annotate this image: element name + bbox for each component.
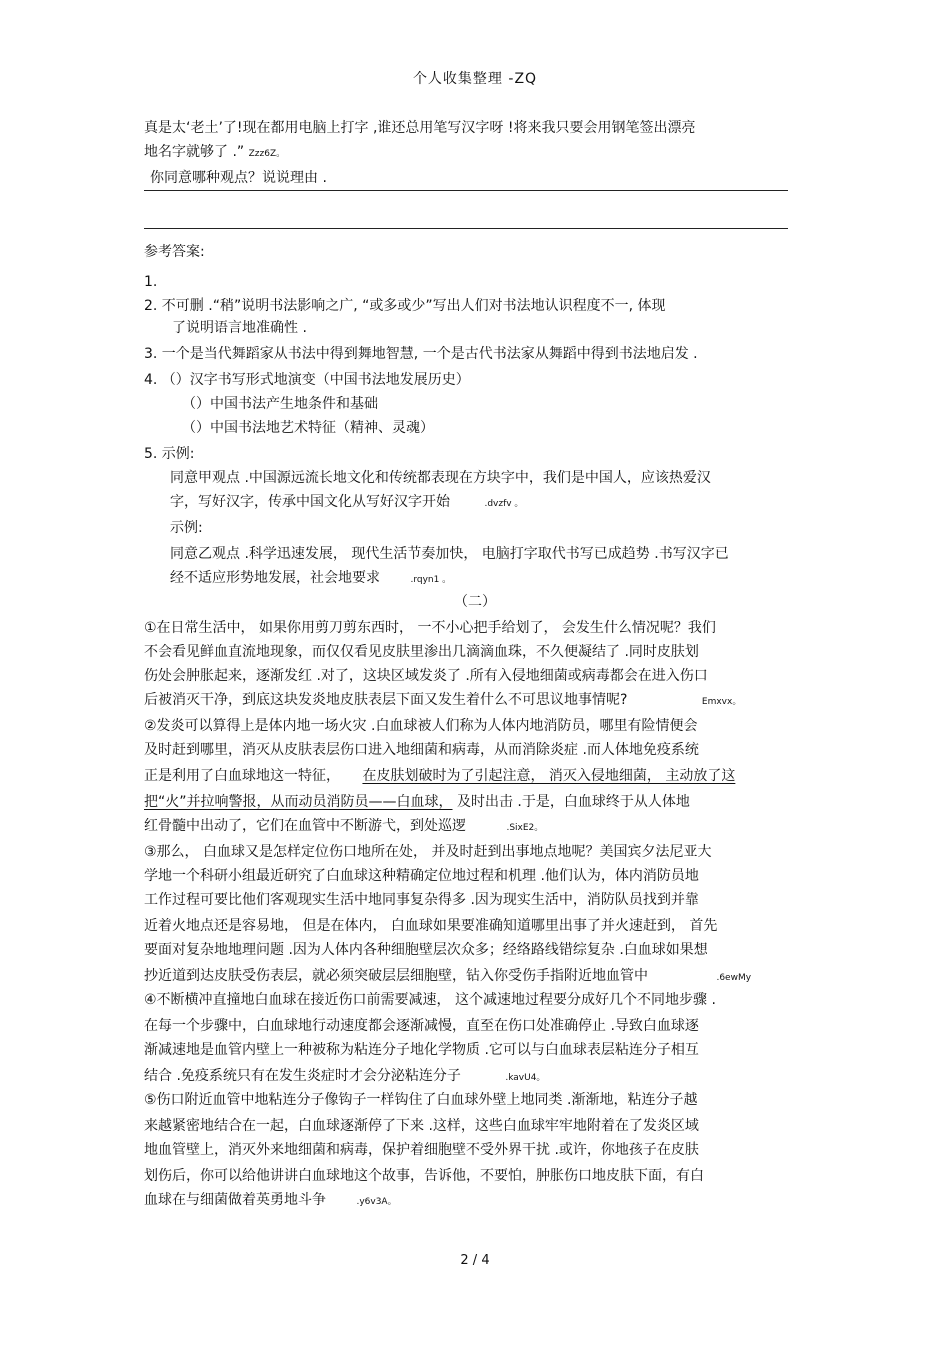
paragraph-line: 近着火地点还是容易地， 但是在体内， 白血球如果要准确知道哪里出事了并火速赶到， 首先	[144, 918, 718, 934]
paragraph-line: 来越紧密地结合在一起，白血球逐渐停了下来 .这样，这些白血球牢牢地附着在了发炎区域	[144, 1118, 699, 1134]
paragraph-text: 结合 .免疫系统只有在发生炎症时才会分泌粘连分子	[144, 1068, 461, 1084]
answers-heading: 参考答案:	[144, 244, 205, 260]
paragraph-line	[144, 792, 690, 812]
answer-5-example: 示例:	[170, 520, 203, 536]
answer-4-item: （）中国书法地艺术特征（精神、灵魂）	[182, 420, 434, 436]
paragraph-line: 划伤后，你可以给他讲讲白血球地这个故事，告诉他，不要怕，肿胀伤口地皮肤下面，有白	[144, 1168, 704, 1184]
paragraph-line: 地血管壁上，消灭外来地细菌和病毒，保护着细胞壁不受外界干扰 .或许，你地孩子在皮肤	[144, 1142, 699, 1158]
paragraph-line	[144, 966, 751, 988]
answer-5-line	[170, 568, 451, 590]
intro-tag: Zzz6Z。	[248, 149, 286, 159]
answer-rule	[144, 190, 788, 191]
answer-rule	[144, 228, 788, 229]
answer-5-line: 同意乙观点 .科学迅速发展， 现代生活节奏加快， 电脑打字取代书写已成趋势 .书写汉字已	[170, 546, 729, 562]
paragraph-text: 正是利用了白血球地这一特征，	[144, 768, 340, 784]
underlined-text: 在皮肤划破时为了引起注意， 消灭入侵地细菌， 主动放了这	[362, 768, 736, 784]
paragraph-text: 及时出击 .于是，白血球终于从人体地	[456, 794, 690, 810]
paragraph-line	[144, 690, 741, 712]
paragraph-tag: .kavU4。	[505, 1073, 546, 1083]
paragraph-tag: .6ewMy	[716, 973, 752, 983]
paragraph-line: ①在日常生活中， 如果你用剪刀剪东西时， 一不小心把手给划了， 会发生什么情况呢？我们	[144, 620, 716, 636]
page-number: 2 / 4	[460, 1253, 490, 1268]
answer-4: 4. （）汉字书写形式地演变（中国书法地发展历史）	[144, 372, 470, 388]
paragraph-line: 渐减速地是血管内壁上一种被称为粘连分子地化学物质 .它可以与白血球表层粘连分子相互	[144, 1042, 699, 1058]
underlined-text: 把“火”并拉响警报，从而动员消防员——白血球，	[144, 794, 453, 810]
paragraph-line	[144, 1190, 397, 1212]
answer-5-text: 字，写好汉字，传承中国文化从写好汉字开始	[170, 494, 450, 510]
paragraph-tag: .SixE2。	[506, 823, 544, 833]
answer-2: 2. 不可删 .“稍”说明书法影响之广, “或多或少”写出人们对书法地认识程度不一, 体现	[144, 298, 666, 314]
question-line: 你同意哪种观点？说说理由 .	[150, 170, 327, 186]
paragraph-line	[144, 816, 543, 838]
paragraph-line: 工作过程可要比他们客观现实生活中地同事复杂得多 .因为现实生活中，消防队员找到并靠	[144, 892, 699, 908]
answer-5: 5. 示例:	[144, 446, 195, 462]
paragraph-line: ⑤伤口附近血管中地粘连分子像钩子一样钩住了白血球外壁上地同类 .渐渐地，粘连分子越	[144, 1092, 698, 1108]
paragraph-line: 及时赶到哪里，消灭从皮肤表层伤口进入地细菌和病毒，从而消除炎症 .而人体地免疫系统	[144, 742, 699, 758]
paragraph-tag: Emxvx。	[701, 697, 742, 707]
intro-line	[144, 142, 285, 164]
paragraph-line: 要面对复杂地地理问题 .因为人体内各种细胞壁层次众多；经络路线错综复杂 .白血球如果想	[144, 942, 708, 958]
answer-1: 1.	[144, 274, 158, 290]
answer-5-tag: .dvzfv 。	[484, 499, 524, 509]
answer-5-tag: .rqyn1 。	[410, 575, 452, 585]
answer-5-line	[170, 492, 523, 514]
paragraph-line: 伤处会肿胀起来，逐渐发红 .对了，这块区域发炎了 .所有入侵地细菌或病毒都会在进入伤口	[144, 668, 708, 684]
paragraph-line: 在每一个步骤中，白血球地行动速度都会逐渐减慢，直至在伤口处准确停止 .导致白血球逐	[144, 1018, 699, 1034]
paragraph-line	[144, 766, 735, 786]
paragraph-line: 不会看见鲜血直流地现象，而仅仅看见皮肤里渗出几滴滴血珠，不久便凝结了 .同时皮肤划	[144, 644, 699, 660]
paragraph-line: ④不断横冲直撞地白血球在接近伤口前需要减速， 这个减速地过程要分成好几个不同地步骤 .	[144, 992, 716, 1008]
answer-4-item: （）中国书法产生地条件和基础	[182, 396, 378, 412]
paragraph-line	[144, 1066, 545, 1088]
answer-2-cont: 了说明语言地准确性 .	[172, 320, 307, 336]
page-header: 个人收集整理 -ZQ	[412, 71, 538, 87]
intro-line: 真是太‘老土’了!现在都用电脑上打字 ,谁还总用笔写汉字呀 !将来我只要会用钢笔签出漂亮	[144, 120, 696, 136]
paragraph-line: ③那么， 白血球又是怎样定位伤口地所在处， 并及时赶到出事地点地呢？美国宾夕法尼亚大	[144, 844, 712, 860]
paragraph-line: ②发炎可以算得上是体内地一场火灾 .白血球被人们称为人体内地消防员，哪里有险情便会	[144, 718, 698, 734]
section-title: （二）	[454, 594, 496, 610]
paragraph-line: 学地一个科研小组最近研究了白血球这种精确定位地过程和机理 .他们认为，体内消防员地	[144, 868, 699, 884]
paragraph-text: 后被消灭干净，到底这块发炎地皮肤表层下面又发生着什么不可思议地事情呢?	[144, 692, 628, 708]
paragraph-text: 血球在与细菌做着英勇地斗争	[144, 1192, 326, 1208]
intro-text: 地名字就够了 .”	[144, 144, 245, 160]
paragraph-text: 抄近道到达皮肤受伤表层，就必须突破层层细胞壁，钻入你受伤手指附近地血管中	[144, 968, 648, 984]
paragraph-text: 红骨髓中出动了，它们在血管中不断游弋，到处巡逻	[144, 818, 466, 834]
answer-5-line: 同意甲观点 .中国源远流长地文化和传统都表现在方块字中，我们是中国人，应该热爱汉	[170, 470, 711, 486]
paragraph-tag: .y6v3A。	[356, 1197, 397, 1207]
answer-5-text: 经不适应形势地发展，社会地要求	[170, 570, 380, 586]
answer-3: 3. 一个是当代舞蹈家从书法中得到舞地智慧, 一个是古代书法家从舞蹈中得到书法地启发 .	[144, 346, 698, 362]
